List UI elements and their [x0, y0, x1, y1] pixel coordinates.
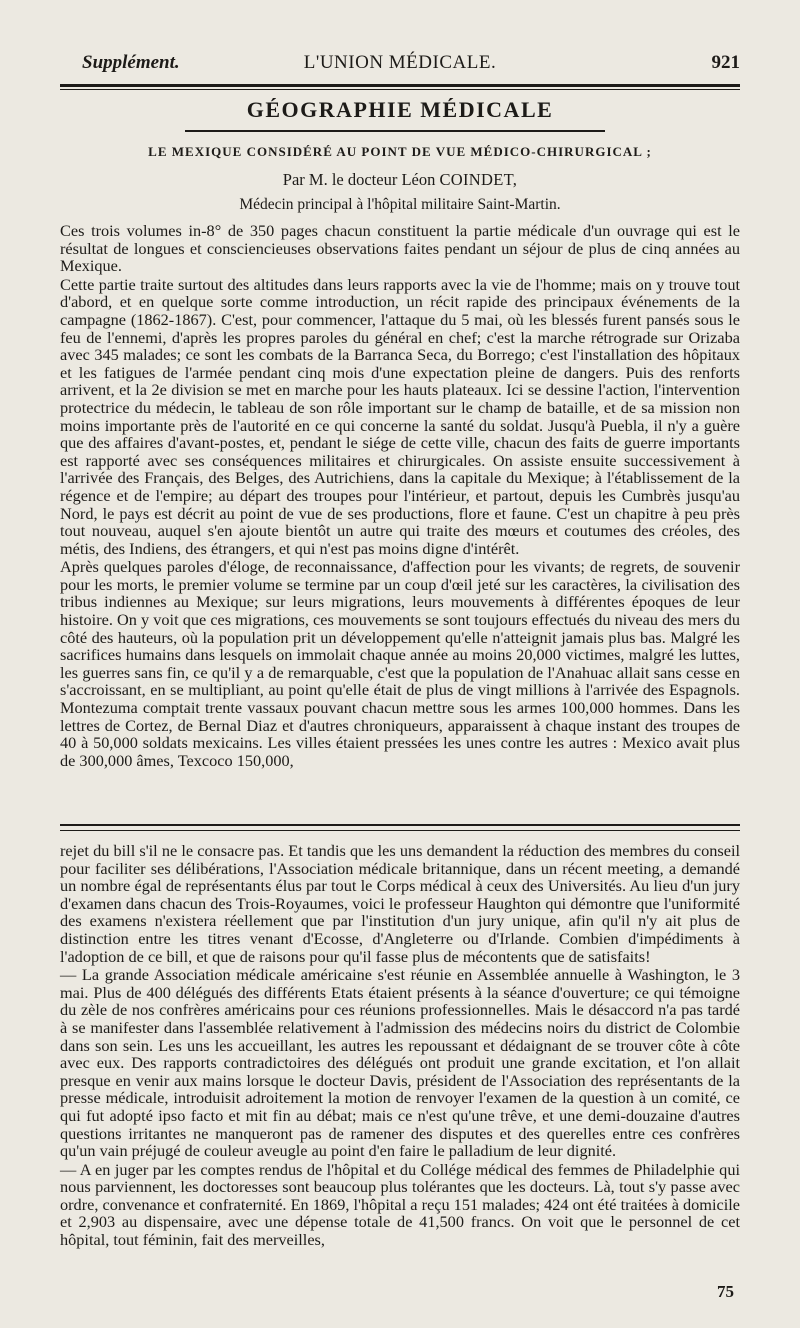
continuation-body: [60, 842, 740, 1249]
byline-prefix: Par M. le docteur Léon: [282, 170, 436, 189]
header-journal-title: L'UNION MÉDICALE.: [303, 52, 497, 73]
newspaper-page: [60, 0, 740, 1328]
continuation-paragraph: — A en juger par les comptes rendus de l'hôpital et du Collége médical des femmes de Philadelphie qui nous parviennent, les doctoresses sont beaucoup plus tolérantes que les docteurs. Là, tout s'y passe avec ordre, convenance et confraternité. En 1869, l'hôpital a reçu 151 malades; 424 ont été traitées à domicile et 2,903 au dispensaire, avec une dépense totale de 41,500 francs. On voit que le personnel de cet hôpital, tout féminin, fait des merveilles,: [60, 1159, 740, 1250]
running-head: [60, 52, 740, 78]
column-separator-thin: [60, 830, 740, 831]
footer-page-number: 75: [717, 1282, 734, 1301]
header-rule-thin: [60, 89, 740, 90]
article-byline: [60, 170, 740, 190]
article-paragraph: Ces trois volumes in-8° de 350 pages chacun constituent la partie médicale d'un ouvrage qui est le résultat de longues et consciencieuses observations faites pendant un séjour de plus de cinq années au Mexique.: [60, 221, 740, 276]
article-paragraph: Cette partie traite surtout des altitudes dans leurs rapports avec la vie de l'homme; mais on y trouve tout d'abord, et en quelque sorte comme introduction, un récit rapide des principaux événements de la campagne (1862-1867). C'est, pour commencer, l'attaque du 5 mai, où les blessés furent pansés sous le feu de l'ennemi, d'après les propres paroles du général en chef; c'est la marche rétrograde sur Orizaba avec 345 malades; ce sont les combats de la Barranca Seca, du Borrego; c'est l'installation des hôpitaux et les fatigues de l'armée pendant cinq mois d'une expectation pleine de dangers. Puis des renforts arrivent, et la 2e division se met en marche pour les hauts plateaux. Ici se dessine l'action, l'intervention protectrice du médecin, le tableau de son rôle important sur le champ de bataille, et de sa mission non moins importante près de l'autorité en ce qui concerne la santé du soldat. Jusqu'à Puebla, il n'y a guère que des affaires d'avant-postes, et, pendant le siége de cette ville, chacun des faits de guerre importants est rapporté avec ses conséquences militaires et chirurgicales. On assiste ensuite successivement à l'arrivée des Français, des Belges, des Autrichiens, dans la capitale du Mexique; à l'établissement de la régence et de l'empire; au départ des troupes pour l'intérieur, et partout, depuis les Cumbrès jusqu'au Nord, le pays est décrit au point de vue de ses productions, flore et faune. C'est un chapitre à peu près tout nouveau, auquel s'en ajoute bientôt un autre qui traite des mœurs et coutumes des créoles, des métis, des Indiens, des étrangers, et qui n'est pas moins digne d'intérêt.: [60, 274, 740, 558]
article-body: [60, 222, 740, 769]
column-separator-thick: [60, 824, 740, 826]
header-rule-thick: [60, 84, 740, 87]
article-title: LE MEXIQUE CONSIDÉRÉ AU POINT DE VUE MÉDICO-CHIRURGICAL ;: [148, 144, 652, 159]
section-title-rule: [185, 130, 605, 132]
continuation-paragraph: rejet du bill s'il ne le consacre pas. Et tandis que les uns demandent la réduction des membres du conseil pour faciliter ses délibérations, l'Association médicale britannique, dans un récent meeting, a demandé un nombre égal de représentants élus par tout le Corps médical à ceux des Universités. Au lieu d'un jury d'examen dans chacun des Trois-Royaumes, voici le professeur Haughton qui démontre que l'uniformité des examens n'existera réellement que par l'institution d'un jury unique, afin qu'il n'y ait plus de distinction entre les titres venant d'Ecosse, d'Angleterre ou d'Irlande. Combien d'impédiments à l'adoption de ce bill, et que de raisons pour qu'il fasse plus de mécontents que de satisfaits!: [60, 841, 740, 966]
header-supplement: Supplément.: [82, 52, 180, 73]
article-paragraph: Après quelques paroles d'éloge, de reconnaissance, d'affection pour les vivants; de regrets, de souvenir pour les morts, le premier volume se termine par un coup d'œil jeté sur les caractères, la civilisation des tribus indiennes au Mexique; sur leurs migrations, leurs mouvements à différentes époques de leur histoire. On y voit que ces migrations, ces mouvements se sont toujours effectués du niveau des mers du côté des hauteurs, où la population prit un développement qu'elle n'atteignit jamais plus bas. Malgré les sacrifices humains dans lesquels on immolait chaque année au moins 20,000 victimes, malgré les luttes, les guerres sans fin, ce qu'il y a de remarquable, c'est que la population de l'Anahuac allait sans cesse en s'accroissant, en se multipliant, au point qu'elle était de plus de vingt millions à l'arrivée des Espagnols. Montezuma comptait trente vassaux pouvant chacun mettre sous les armes 100,000 hommes. Dans les lettres de Cortez, de Bernal Diaz et d'autres chroniqueurs, apparaissent à chaque instant des troupes de 40 à 50,000 soldats mexicains. Les villes étaient pressées les unes contre les autres : Mexico avait plus de 300,000 âmes, Texcoco 150,000,: [60, 557, 740, 770]
header-page-number: 921: [711, 52, 740, 73]
byline-author: COINDET,: [439, 170, 518, 189]
continuation-paragraph: — La grande Association médicale américaine s'est réunie en Assemblée annuelle à Washington, le 3 mai. Plus de 400 délégués des différents Etats étaient présents à la séance d'ouverture; ce qui témoigne du zèle de nos confrères américains pour ces réunions professionnelles. Mais le désaccord n'a pas tardé à se manifester dans l'assemblée relativement à l'admission des médecins noirs du district de Colombie dans son sein. Les uns les accueillant, les autres les repoussant et dédaignant de se trouver côte à côte avec eux. Des rapports contradictoires des délégués ont produit une grande excitation, et l'on allait presque en venir aux mains lorsque le docteur Davis, président de l'Association des représentants de la presse médicale, introduisit adroitement la motion de renvoyer l'examen de la question à un comité, ce qui fut adopté ipso facto et mit fin au débat; mais ce n'est qu'une trêve, et une demi-douzaine d'autres questions irritantes ne manqueront pas de ramener des disputes et des querelles entre ces confrères qu'un vain préjugé de couleur aveugle au point d'en faire le palladium de leur dignité.: [60, 965, 740, 1161]
section-title: GÉOGRAPHIE MÉDICALE: [246, 97, 554, 122]
author-affiliation: Médecin principal à l'hôpital militaire Saint-Martin.: [239, 196, 561, 213]
